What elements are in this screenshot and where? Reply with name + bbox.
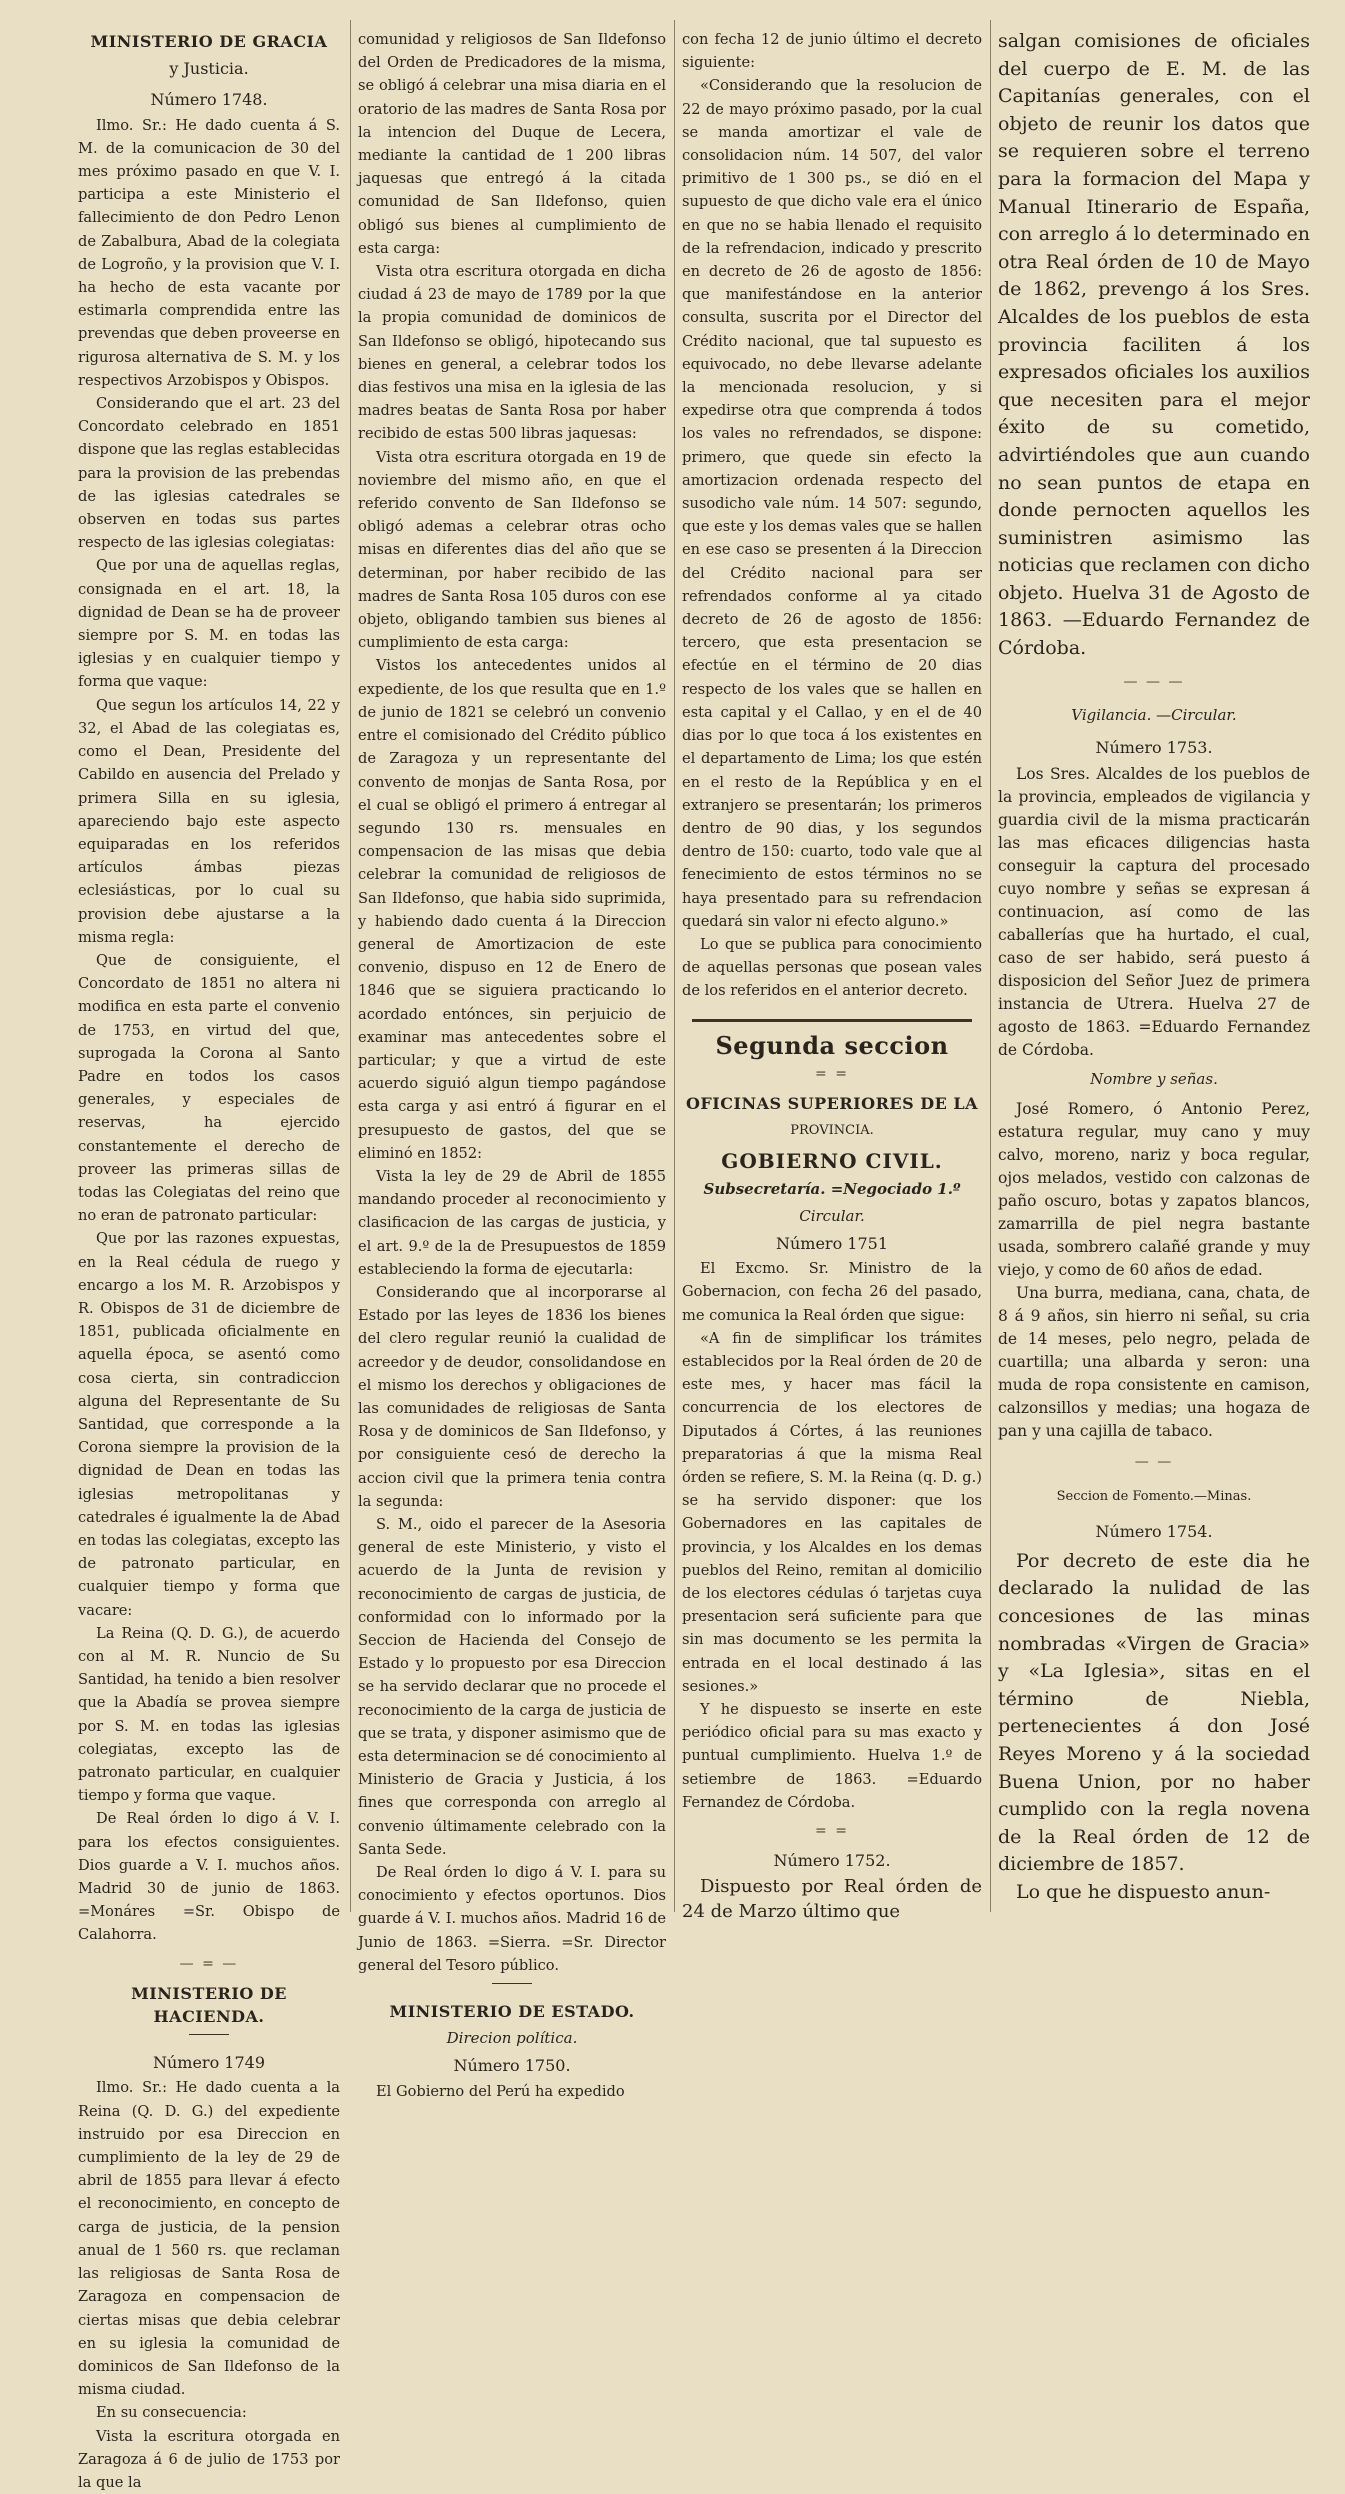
- divider: [189, 2034, 229, 2035]
- separator: = =: [815, 1065, 849, 1082]
- column-3: [682, 28, 982, 1923]
- paragraph: «A fin de simplificar los trámites establecidos por la Real órden de 20 de este mes, y hacer mas fácil la concurrencia de los electores de Diputados á Córtes, á las reuniones preparatorias á que la misma Real órden se refiere, S. M. la Reina (q. D. g.) se ha servido disponer: que los Gobernadores en las capitales de provincia, y los Alcaldes en los demas pueblos del Reino, remitan al domicilio de los electores cédulas ó tarjetas cuya presentacion será suficiente para que sin mas documento se les permita la entrada en el local destinado á las sesiones.»: [682, 1329, 982, 1695]
- section-subheading: y Justicia.: [169, 59, 249, 79]
- paragraph: Vista la ley de 29 de Abril de 1855 mandando proceder al reconocimiento y clasificacion de las cargas de justicia, y el art. 9.º de la de Presupuestos de 1859 estableciendo la forma de ejecutarla:: [358, 1167, 666, 1278]
- section-heading: MINISTERIO DE ESTADO.: [389, 2002, 635, 2022]
- paragraph: Y he dispuesto se inserte en este periódico oficial para su mas exacto y puntual cumplimiento. Huelva 1.º de setiembre de 1863. =Eduardo Fernandez de Córdoba.: [682, 1701, 982, 1811]
- paragraph: Que segun los artículos 14, 22 y 32, el Abad de las colegiatas es, como el Dean, Presidente del Cabildo en ausencia del Prelado y primera Silla en su iglesia, apareciendo bajo este aspecto equiparadas en los referidos artículos ámbas piezas eclesiásticas, por lo cual su provision debe ajustarse a la misma regla:: [78, 696, 340, 946]
- section-heading: MINISTERIO DE HACIENDA.: [131, 1983, 287, 2027]
- paragraph: Que por las razones expuestas, en la Real cédula de ruego y encargo a los M. R. Arzobispos y R. Obispos de 31 de diciembre de 1851, publicada oficialmente en aquella época, se asentó como cosa cierta, sin contradiccion alguna del Representante de Su Santidad, que corresponde a la Corona siempre la provision de la dignidad de Dean en todas las iglesias metropolitanas y catedrales é igualmente la de Abad en todas las colegiatas, excepto las de patronato particular, en cualquier tiempo y forma que vacare:: [78, 1230, 340, 1619]
- paragraph: Vista otra escritura otorgada en dicha ciudad á 23 de mayo de 1789 por la que la propia comunidad de dominicos de San Ildefonso se obligó, hipotecando sus bienes en general, a celebrar todos los dias festivos una misa en la iglesia de las madres beatas de Santa Rosa por haber recibido de estas 500 libras jaquesas:: [358, 263, 666, 443]
- section-subheading: Nombre y señas.: [1090, 1070, 1218, 1089]
- paragraph: «Considerando que la resolucion de 22 de mayo próximo pasado, por la cual se manda amortizar el vale de consolidacion núm. 14 507, del valor primitivo de 1 300 ps., se dió en el supuesto de que dicho vale era el único en que no se habia llenado el requisito de la refrendacion, indicado y prescrito en decreto de 26 de agosto de 1856: que manifestándose en la anterior consulta, suscrita por el Director del Crédito nacional, que tal supuesto es equivocado, no debe llevarse adelante la mencionada resolucion, y si expedirse otra que comprenda á todos los vales no refrendados, se dispone: primero, que quede sin efecto la amortizacion ordenada respecto del susodicho vale núm. 14 507: segundo, que este y los demas vales que se hallen en ese caso se presenten á la Direccion del Crédito nacional para ser refrendados conforme al ya citado decreto de 26 de agosto de 1856: tercero, que esta presentacion se efectúe en el término de 20 dias respecto de los vales que se hallen en esta capital y el Callao, y en el de 40 dias por lo que toca á los existentes en el departamento de Lima; los que estén en el resto de la República y en el extranjero se presentarán; los primeros dentro de 90 dias, y los segundos dentro de 150: cuarto, todo vale que al fenecimiento de estos términos no se haya presentado para su refrendacion quedará sin valor ni efecto alguno.»: [682, 77, 982, 930]
- paragraph: Ilmo. Sr.: He dado cuenta a la Reina (Q. D. G.) del expediente instruido por esa Direccion en cumplimiento de la ley de 29 de abril de 1855 para llevar á efecto el reconocimiento, en concepto de carga de justicia, de la pension anual de 1 560 rs. que reclaman las religiosas de Santa Rosa de Zaragoza en compensacion de ciertas misas que debia celebrar en su iglesia la comunidad de dominicos de San Ildefonso de la misma ciudad.: [78, 2079, 340, 2399]
- separator: — — —: [1123, 673, 1185, 690]
- separator: — —: [1134, 1454, 1174, 1471]
- paragraph: salgan comisiones de oficiales del cuerpo de E. M. de las Capitanías generales, con el objeto de reunir los datos que se requieren sobre el terreno para la formacion del Mapa y Manual Itinerario de España, con arreglo á lo determinado en otra Real órden de 10 de Mayo de 1862, prevengo á los Sres. Alcaldes de los pueblos de esta provincia faciliten á los expresados oficiales los auxilios que necesiten para el mejor éxito de su cometido, advirtiéndoles que aun cuando no sean puntos de etapa en donde pernocten aquellos les suministren asimismo las noticias que reclamen con dicho objeto. Huelva 31 de Agosto de 1863. —Eduardo Fernandez de Córdoba.: [998, 30, 1310, 660]
- section-heading: OFICINAS SUPERIORES DE LA: [685, 1093, 979, 1113]
- paragraph: Dispuesto por Real órden de 24 de Marzo último que: [682, 1876, 982, 1923]
- paragraph: José Romero, ó Antonio Perez, estatura regular, muy cano y muy calvo, moreno, nariz y boca regular, ojos melados, vestido con calzonas de paño oscuro, botas y zapatos blancos, zamarrilla de piel negra bastante usada, sombrero calañé grande y muy viejo, y como de 60 años de edad.: [998, 1100, 1310, 1280]
- column-4: [998, 28, 1310, 1910]
- paragraph: Considerando que al incorporarse al Estado por las leyes de 1836 los bienes del clero regular reunió la cualidad de acreedor y de deudor, consolidandose en el mismo los derechos y obligaciones de las comunidades de religiosas de Santa Rosa y de dominicos de San Ildefonso, y por consiguiente cesó de derecho la accion civil que la primera tenia contra la segunda:: [358, 1283, 666, 1510]
- section-subheading: PROVINCIA.: [790, 1123, 874, 1139]
- section-subheading: Subsecretaría. =Negociado 1.º: [703, 1179, 961, 1198]
- paragraph: Ilmo. Sr.: He dado cuenta á S. M. de la comunicacion de 30 del mes próximo pasado en que V. I. participa a este Ministerio el fallecimiento de don Pedro Lenon de Zabalbura, Abad de la colegiata de Logroño, y la provision que V. I. ha hecho de esta vacante por estimarla comprendida entre las prevendas que deben proveerse en rigurosa alternativa de S. M. y los respectivos Arzobispos y Obispos.: [78, 116, 340, 389]
- section-subheading: Circular.: [799, 1206, 865, 1225]
- divider: [492, 1983, 532, 1984]
- paragraph: Considerando que el art. 23 del Concordato celebrado en 1851 dispone que las reglas establecidas para la provision de las prebendas de las iglesias catedrales se observen en todas sus partes respecto de las iglesias colegiatas:: [78, 395, 340, 552]
- article-number: Número 1750.: [453, 2056, 571, 2076]
- paragraph: La Reina (Q. D. G.), de acuerdo con al M. R. Nuncio de Su Santidad, ha tenido a bien resolver que la Abadía se provea siempre por S. M. en todas las iglesias colegiatas, excepto las de patronato particular, en cualquier tiempo y forma que vaque.: [78, 1624, 340, 1805]
- paragraph: Los Sres. Alcaldes de los pueblos de la provincia, empleados de vigilancia y guardia civil de la misma practicarán las mas eficaces diligencias hasta conseguir la captura del procesado cuyo nombre y señas se expresan á continuacion, así como de las caballerías que ha hurtado, el cual, caso de ser habido, será puesto á disposicion del Señor Juez de primera instancia de Utrera. Huelva 27 de agosto de 1863. =Eduardo Fernandez de Córdoba.: [998, 765, 1310, 1060]
- paragraph: De Real órden lo digo á V. I. para su conocimiento y efectos oportunos. Dios guarde á V. I. muchos años. Madrid 16 de Junio de 1863. =Sierra. =Sr. Director general del Tesoro público.: [358, 1864, 666, 1974]
- section-subheading: Vigilancia. —Circular.: [1071, 706, 1237, 725]
- paragraph: Que de consiguiente, el Concordato de 1851 no altera ni modifica en esta parte el convenio de 1753, en virtud del que, suprogada la Corona al Santo Padre en todos los casos generales, y especiales de reservas, ha ejercido constantemente el derecho de proveer las primeras sillas de todas las Colegiatas del reino que no eran de patronato particular:: [78, 951, 340, 1225]
- paragraph: comunidad y religiosos de San Ildefonso del Orden de Predicadores de la misma, se obligó á celebrar una misa diaria en el oratorio de las madres de Santa Rosa por la intencion del Duque de Lecera, mediante la cantidad de 1 200 libras jaquesas que entregó á la citada comunidad de San Ildefonso, quien obligó sus bienes al cumplimiento de esta carga:: [358, 31, 666, 257]
- article-number: Número 1748.: [150, 90, 268, 110]
- paragraph: De Real órden lo digo á V. I. para los efectos consiguientes. Dios guarde a V. I. muchos años. Madrid 30 de junio de 1863. =Monáres =Sr. Obispo de Calahorra.: [78, 1810, 340, 1944]
- paragraph: El Excmo. Sr. Ministro de la Gobernacion, con fecha 26 del pasado, me comunica la Real órden que sigue:: [682, 1260, 982, 1324]
- column-1: [78, 28, 340, 2491]
- separator: — = —: [179, 1955, 239, 1972]
- article-number: Número 1753.: [1095, 737, 1213, 757]
- divider: [692, 1019, 972, 1022]
- section-heading: GOBIERNO CIVIL.: [721, 1149, 943, 1174]
- column-2: [358, 28, 666, 2100]
- paragraph: Vistos los antecedentes unidos al expediente, de los que resulta que en 1.º de junio de 1821 se celebró un convenio entre el comisionado del Crédito público de Zaragoza y un representante del convento de monjas de Santa Rosa, por el cual se obligó el primero á entregar al segundo 130 rs. mensuales en compensacion de las misas que debia celebrar la comunidad de religiosos de San Ildefonso, que habia sido suprimida, y habiendo dado cuenta á la Direccion general de Amortizacion de este convenio, dispuso en 12 de Enero de 1846 que se siguiera practicando lo acordado entónces, sin perjuicio de examinar mas antecedentes sobre el particular; y que a virtud de este acuerdo siguió algun tiempo pagándose esta carga y asi entró á figurar en el presupuesto de gastos, del que se eliminó en 1852:: [358, 657, 666, 1162]
- paragraph: Que por una de aquellas reglas, consignada en el art. 18, la dignidad de Dean se ha de proveer siempre por S. M. en todas las iglesias y en cualquier tiempo y forma que vaque:: [78, 557, 340, 691]
- paragraph: En su consecuencia:: [96, 2404, 247, 2422]
- paragraph: Vista otra escritura otorgada en 19 de noviembre del mismo año, en que el referido convento de San Ildefonso se obligó ademas a celebrar otras ocho misas en diferentes dias del año que se determinan, por haber recibido de las madres de Santa Rosa 105 duros con ese objeto, obligando tambien sus bienes al cumplimiento de esta carga:: [358, 448, 666, 652]
- separator: = =: [815, 1823, 849, 1840]
- article-number: Número 1754.: [1095, 1522, 1213, 1542]
- paragraph: S. M., oido el parecer de la Asesoria general de este Ministerio, y visto el acuerdo de la Junta de revision y reconocimiento de cargas de justicia, de conformidad con lo informado por la Seccion de Hacienda del Consejo de Estado y lo propuesto por esa Direccion se ha servido declarar que no procede el reconocimiento de la carga de justicia de que se trata, y disponer asimismo que de esta determinacion se dé conocimiento al Ministerio de Gracia y Justicia, á los fines que corresponda con arreglo al convenio últimamente celebrado con la Santa Sede.: [358, 1516, 666, 1858]
- section-subheading: Direcion política.: [446, 2029, 578, 2048]
- section-subheading: Seccion de Fomento.—Minas.: [1056, 1488, 1252, 1504]
- article-number: Número 1752.: [773, 1851, 891, 1871]
- paragraph: Vista la escritura otorgada en Zaragoza á 6 de julio de 1753 por la que la: [78, 2427, 340, 2491]
- article-number: Número 1749: [152, 2053, 266, 2073]
- section-title: Segunda seccion: [715, 1030, 949, 1060]
- paragraph: Lo que se publica para conocimiento de aquellas personas que posean vales de los referidos en el anterior decreto.: [682, 935, 982, 1000]
- column-rule: [990, 20, 991, 1912]
- article-number: Número 1751: [775, 1233, 889, 1253]
- section-heading: MINISTERIO DE GRACIA: [90, 32, 328, 51]
- column-rule: [674, 20, 675, 1912]
- paragraph: El Gobierno del Perú ha expedido: [376, 2082, 625, 2100]
- paragraph: Una burra, mediana, cana, chata, de 8 á 9 años, sin hierro ni señal, su cria de 14 meses, pelo negro, pelada de cuartilla; una albarda y seron: una muda de ropa consistente en camison, calzonsillos y medias; una hogaza de pan y una cajilla de tabaco.: [998, 1284, 1310, 1441]
- column-rule: [350, 20, 351, 1912]
- paragraph: Lo que he dispuesto anun-: [1016, 1880, 1271, 1903]
- paragraph: con fecha 12 de junio último el decreto siguiente:: [682, 31, 982, 72]
- paragraph: Por decreto de este dia he declarado la nulidad de las concesiones de las minas nombradas «Virgen de Gracia» y «La Iglesia», sitas en el término de Niebla, pertenecientes á don José Reyes Moreno y á la sociedad Buena Union, por no haber cumplido con la regla novena de la Real órden de 12 de diciembre de 1857.: [998, 1549, 1310, 1876]
